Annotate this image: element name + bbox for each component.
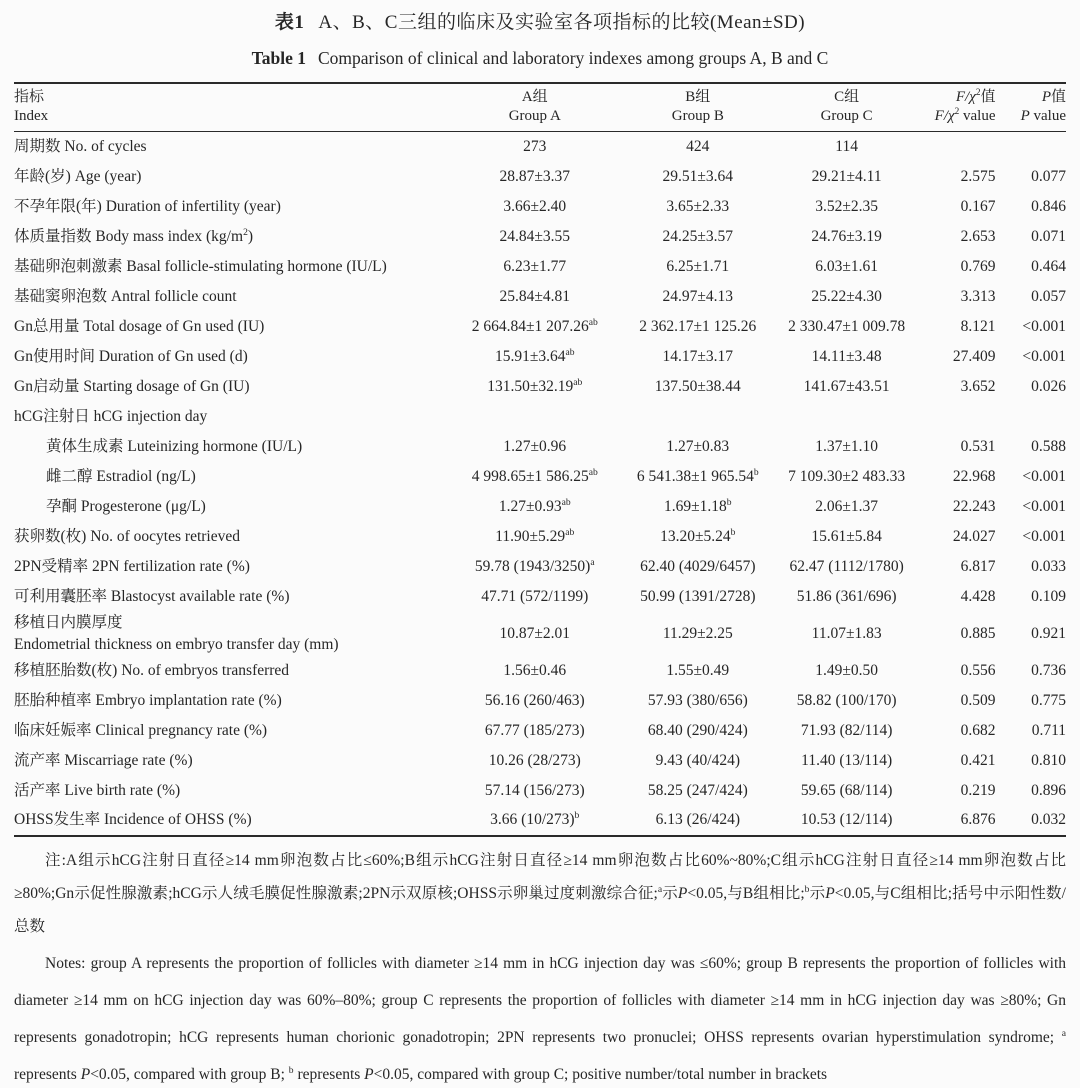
cell-group-a: 59.78 $(1943/3250)^a$ [474, 556, 595, 575]
col-header-group-c-zh: C组 [834, 89, 860, 105]
cell-group-a: 15.91±3.64$^{ab}$ [494, 346, 575, 365]
row-label: 孕酮 Progesterone (μg/L) [46, 497, 206, 515]
table-title-en-label: Table 1 [251, 48, 306, 68]
cell-p-value: 0.077 [1031, 167, 1066, 185]
cell-group-c: 29.21±4.11 [811, 167, 882, 185]
footnote-zh: 注:A组示hCG注射日直径≥14 mm卵泡数占比≤60%;B组示hCG注射日直径≥14 mm卵泡数占比60%~80%;C组示hCG注射日直径≥14 mm卵泡数占比≥80%;Gn示促性腺激素;hCG示人绒毛膜促性腺激素;2PN示双原核;OHSS示卵巢过度刺激综合征;$^a$示P<0.05,与B组相比;$^b$示P<0.05,与C组相比;括号中示阳性数/总数 [14, 851, 1066, 935]
cell-p-value: 0.109 [1031, 587, 1066, 605]
cell-group-b: 6.25±1.71 [666, 257, 730, 275]
table-row [14, 582, 1066, 612]
cell-f-value [922, 132, 996, 162]
cell-group-b: 50.99 (1391/2728) [640, 587, 756, 605]
cell-f-value: 22.968 [952, 467, 996, 485]
cell-f-value: 0.531 [960, 437, 996, 455]
row-label: 年龄(岁) Age (year) [14, 167, 142, 185]
cell-group-c: 58.82 (100/170) [796, 691, 897, 709]
col-header-group-a-en: Group A [508, 108, 561, 124]
cell-group-c: 3.52±2.35 [815, 197, 879, 215]
row-label: 黄体生成素 Luteinizing hormone (IU/L) [46, 437, 303, 455]
cell-group-c: 11.07±1.83 [811, 624, 882, 642]
col-header-index-zh: 指标 [14, 89, 45, 105]
col-header-f-en: $F/\chi^2$ value [934, 107, 996, 124]
table-title-zh [14, 10, 1066, 36]
cell-group-b: 62.40 (4029/6457) [640, 557, 756, 575]
table-title-zh-text: A、B、C三组的临床及实验室各项指标的比较(Mean±SD) [318, 12, 806, 33]
cell-p-value: 0.736 [1031, 661, 1066, 679]
table-row [14, 746, 1066, 776]
cell-group-a: 4 998.65±1 586.25$^{ab}$ [471, 466, 598, 485]
cell-group-a: 28.87±3.37 [499, 167, 571, 185]
cell-group-c: 7 109.30±2 483.33 [788, 467, 906, 485]
col-header-group-b-zh: B组 [685, 89, 711, 105]
cell-p-value [995, 132, 1066, 162]
cell-group-a: 10.26 (28/273) [488, 751, 581, 769]
table-row [14, 462, 1066, 492]
cell-f-value: 0.167 [960, 197, 996, 215]
table-row [14, 552, 1066, 582]
table-row [14, 252, 1066, 282]
cell-f-value: 22.243 [952, 497, 996, 515]
row-label: 临床妊娠率 Clinical pregnancy rate (%) [14, 721, 268, 739]
row-label: 流产率 Miscarriage rate (%) [14, 751, 193, 769]
row-label: Gn启动量 Starting dosage of Gn (IU) [14, 377, 250, 395]
cell-group-a: 10.87±2.01 [499, 624, 571, 642]
cell-p-value [995, 402, 1066, 432]
cell-group-b: 24.25±3.57 [662, 227, 734, 245]
cell-p-value: <0.001 [1022, 497, 1066, 515]
cell-group-c: 6.03±1.61 [815, 257, 879, 275]
cell-f-value: 0.421 [960, 751, 996, 769]
cell-f-value: 4.428 [960, 587, 996, 605]
cell-p-value: 0.026 [1031, 377, 1066, 395]
cell-f-value: 24.027 [952, 527, 996, 545]
cell-group-a: 1.27±0.93$^{ab}$ [498, 496, 571, 515]
table-row [14, 492, 1066, 522]
cell-group-b: 2 362.17±1 125.26 [639, 317, 757, 335]
cell-p-value: 0.071 [1031, 227, 1066, 245]
cell-p-value: 0.896 [1031, 781, 1066, 799]
table-row [14, 686, 1066, 716]
table-row [14, 402, 1066, 432]
header-row [14, 83, 1066, 132]
cell-group-c [771, 402, 921, 432]
cell-p-value: <0.001 [1022, 347, 1066, 365]
row-label: 移植胚胎数(枚) No. of embryos transferred [14, 661, 290, 679]
cell-group-a [445, 402, 624, 432]
cell-p-value: 0.775 [1031, 691, 1066, 709]
table-row [14, 612, 1066, 656]
cell-p-value: <0.001 [1022, 317, 1066, 335]
row-label: 不孕年限(年) Duration of infertility (year) [14, 197, 281, 215]
row-label: Gn总用量 Total dosage of Gn used (IU) [14, 317, 265, 335]
cell-group-c: 25.22±4.30 [811, 287, 882, 305]
table-row [14, 806, 1066, 836]
cell-group-b: 68.40 (290/424) [647, 721, 748, 739]
col-header-p-value [995, 83, 1066, 132]
row-label: 雌二醇 Estradiol (ng/L) [46, 467, 196, 485]
cell-f-value: 8.121 [960, 317, 996, 335]
cell-f-value: 2.575 [960, 167, 996, 185]
cell-group-a: 1.27±0.96 [503, 437, 567, 455]
table-row [14, 282, 1066, 312]
cell-group-a: 6.23±1.77 [503, 257, 567, 275]
cell-group-a: 56.16 (260/463) [484, 691, 585, 709]
table-row [14, 162, 1066, 192]
cell-group-a: 57.14 (156/273) [484, 781, 585, 799]
cell-p-value: 0.588 [1031, 437, 1066, 455]
footnote-en: Notes: group A represents the proportion of follicles with diameter ≥14 mm in hCG injection day was ≤60%; group B represents the proportion of follicles with diameter ≥14 mm on hCG injection day was 60%–80%; group C represents the proportion of follicles with diameter ≥14 mm in hCG injection day was ≥80%; Gn represents gonadotropin; hCG represents human chorionic gonadotropin; 2PN represents two pronuclei; OHSS represents ovarian hyperstimulation syndrome; $^a$ represents P<0.05, compared with group B; $^b$ represents P<0.05, compared with group C; positive number/total number in brackets [14, 954, 1066, 1083]
row-label: 活产率 Live birth rate (%) [14, 781, 181, 799]
cell-group-a: 3.66±2.40 [503, 197, 567, 215]
table-title-zh-label: 表1 [274, 12, 305, 33]
table-row [14, 312, 1066, 342]
cell-group-a: 1.56±0.46 [503, 661, 567, 679]
cell-group-b: 1.27±0.83 [666, 437, 730, 455]
col-header-group-b [624, 83, 771, 132]
cell-p-value: 0.810 [1031, 751, 1066, 769]
col-header-f-zh: $F/\chi^2$值 [955, 88, 996, 105]
comparison-table [14, 82, 1066, 837]
col-header-group-c [771, 83, 921, 132]
cell-group-b: 13.20±5.24$^b$ [660, 526, 736, 545]
row-label: Gn使用时间 Duration of Gn used (d) [14, 347, 248, 365]
cell-p-value: 0.032 [1031, 811, 1066, 828]
cell-group-c: 1.49±0.50 [815, 661, 879, 679]
row-label: 获卵数(枚) No. of oocytes retrieved [14, 527, 240, 545]
table-row [14, 192, 1066, 222]
cell-group-c: 2 330.47±1 009.78 [788, 317, 906, 335]
cell-group-c: 14.11±3.48 [811, 347, 882, 365]
cell-group-c: 10.53 (12/114) [800, 811, 893, 828]
cell-group-b: 57.93 (380/656) [647, 691, 748, 709]
table-row [14, 776, 1066, 806]
table-row [14, 716, 1066, 746]
cell-f-value: 0.769 [960, 257, 996, 275]
col-header-p-en: P value [1020, 108, 1066, 124]
table-row [14, 132, 1066, 162]
cell-group-b: 137.50±38.44 [654, 377, 741, 395]
table-title-en-text: Comparison of clinical and laboratory indexes among groups A, B and C [317, 48, 829, 68]
cell-group-b: 11.29±2.25 [662, 624, 733, 642]
cell-f-value: 0.885 [960, 624, 996, 642]
cell-group-a: 273 [523, 137, 547, 155]
col-header-group-c-en: Group C [820, 108, 873, 124]
cell-group-c: 71.93 (82/114) [800, 721, 893, 739]
cell-p-value: 0.711 [1031, 721, 1066, 739]
row-label: 胚胎种植率 Embryo implantation rate (%) [14, 691, 282, 709]
cell-p-value: 0.464 [1031, 257, 1066, 275]
cell-f-value: 3.313 [960, 287, 996, 305]
table-row [14, 522, 1066, 552]
row-label: OHSS发生率 Incidence of OHSS (%) [14, 811, 252, 828]
row-label: 2PN受精率 2PN fertilization rate (%) [14, 557, 250, 575]
cell-group-b [624, 402, 771, 432]
cell-group-c: 2.06±1.37 [815, 497, 879, 515]
row-label: 体质量指数 Body mass index $(kg/m^2)$ [14, 226, 254, 245]
cell-group-b: 14.17±3.17 [662, 347, 734, 365]
cell-group-a: 25.84±4.81 [499, 287, 571, 305]
col-header-index-en: Index [14, 108, 49, 124]
cell-group-c: 114 [835, 137, 858, 155]
cell-p-value: 0.846 [1031, 197, 1066, 215]
table-row [14, 432, 1066, 462]
cell-p-value: <0.001 [1022, 527, 1066, 545]
cell-f-value: 2.653 [960, 227, 996, 245]
cell-group-c: 141.67±43.51 [803, 377, 890, 395]
cell-p-value: 0.033 [1031, 557, 1066, 575]
cell-f-value: 0.219 [960, 781, 996, 799]
cell-f-value: 3.652 [960, 377, 996, 395]
cell-f-value: 0.556 [960, 661, 996, 679]
col-header-group-b-en: Group B [671, 108, 724, 124]
cell-group-a: 2 664.84±1 207.26$^{ab}$ [471, 316, 598, 335]
col-header-p-zh: P值 [1041, 89, 1066, 105]
cell-group-b: 1.55±0.49 [666, 661, 730, 679]
cell-f-value: 0.682 [960, 721, 996, 739]
cell-f-value: 27.409 [952, 347, 996, 365]
cell-group-b: 424 [686, 137, 710, 155]
cell-group-a: 47.71 (572/1199) [481, 587, 589, 605]
table-head [14, 83, 1066, 132]
table-title-en [14, 46, 1066, 70]
col-header-group-a [445, 83, 624, 132]
cell-p-value: 0.921 [1031, 624, 1066, 642]
row-label: 移植日内膜厚度 Endometrial thickness on embryo transfer day (mm) [14, 613, 339, 653]
row-label: 周期数 No. of cycles [14, 137, 147, 155]
cell-group-b: 6.13 (26/424) [655, 811, 740, 828]
cell-group-a: 11.90±5.29$^{ab}$ [495, 526, 575, 545]
row-label: 可利用囊胚率 Blastocyst available rate (%) [14, 587, 290, 605]
cell-p-value: 0.057 [1031, 287, 1066, 305]
cell-group-b: 58.25 (247/424) [647, 781, 748, 799]
table-row [14, 656, 1066, 686]
cell-f-value [922, 402, 996, 432]
cell-group-c: 59.65 (68/114) [800, 781, 893, 799]
row-label: 基础卵泡刺激素 Basal follicle-stimulating hormone (IU/L) [14, 257, 387, 275]
row-label: hCG注射日 hCG injection day [14, 407, 208, 425]
cell-group-b: 3.65±2.33 [666, 197, 730, 215]
cell-group-c: 1.37±1.10 [815, 437, 879, 455]
cell-group-c: 15.61±5.84 [811, 527, 882, 545]
cell-group-c: 51.86 (361/696) [796, 587, 897, 605]
table-body [14, 132, 1066, 836]
cell-p-value: <0.001 [1022, 467, 1066, 485]
cell-group-a: 24.84±3.55 [499, 227, 571, 245]
cell-group-b: 1.69±1.18$^b$ [664, 496, 732, 515]
col-header-group-a-zh: A组 [521, 89, 548, 105]
row-label: 基础窦卵泡数 Antral follicle count [14, 287, 237, 305]
cell-group-c: 62.47 (1112/1780) [789, 557, 904, 575]
table-row [14, 372, 1066, 402]
col-header-index [14, 83, 445, 132]
cell-group-b: 9.43 (40/424) [655, 751, 740, 769]
cell-group-a: 131.50±32.19$^{ab}$ [487, 376, 583, 395]
table-row [14, 342, 1066, 372]
col-header-f-value [922, 83, 996, 132]
cell-group-b: 29.51±3.64 [662, 167, 734, 185]
cell-group-a: 67.77 (185/273) [484, 721, 585, 739]
cell-f-value: 0.509 [960, 691, 996, 709]
table-row [14, 222, 1066, 252]
cell-group-a: 3.66 $(10/273)^b$ [490, 809, 580, 828]
cell-f-value: 6.876 [960, 811, 996, 828]
cell-group-b: 6 541.38±1 965.54$^b$ [636, 466, 759, 485]
cell-f-value: 6.817 [960, 557, 996, 575]
cell-group-b: 24.97±4.13 [662, 287, 734, 305]
cell-group-c: 24.76±3.19 [811, 227, 882, 245]
cell-group-c: 11.40 (13/114) [801, 751, 893, 769]
